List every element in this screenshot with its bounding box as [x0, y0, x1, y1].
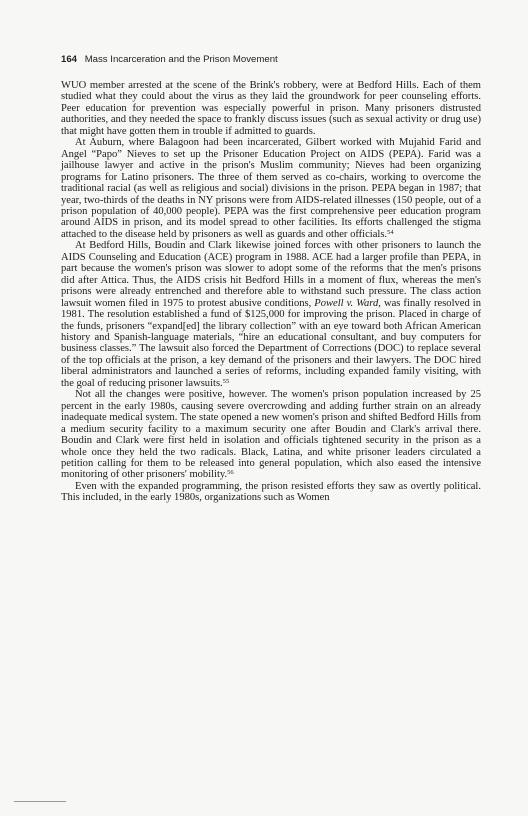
paragraph [61, 137, 481, 240]
paragraph-text: , was finally resolved in 1981. The resolution established a fund of $125,000 for improving the prison. Placed in charge of the funds, prisoners “expand[ed] the library collection” with an eye toward both African American history and Spanish-language materials, “hire an educational consultant, and buy computers for business classes.” The lawsuit also forced the Department of Corrections (DOC) to replace several of the top officials at the prison, a key demand of the prisoners and their lawyers. The DOC hired liberal administrators and launched a series of reforms, including expanded family visiting, with the goal of reducing prisoner lawsuits. [61, 297, 481, 389]
page-number: 164 [61, 54, 78, 65]
paragraph-text: Even with the expanded programming, the prison resisted efforts they saw as overtly political. This included, in the early 1980s, organizations such as Women [61, 480, 481, 504]
body-text [61, 80, 481, 504]
case-name: Powell v. Ward [314, 297, 379, 309]
paragraph-text: WUO member arrested at the scene of the Brink's robbery, were at Bedford Hills. Each of them studied what they could about the virus as they laid the groundwork for peer counseling efforts. Peer education for prevention was especially powerful in prison. Many prisoners distrusted authorities, and they needed the space to frankly discuss issues (such as sexual activity or drug use) that might have gotten them in trouble if admitted to guards. [61, 80, 481, 137]
paragraph [61, 481, 481, 504]
note-reference: 55 [222, 377, 230, 385]
paragraph [61, 80, 481, 137]
running-header [61, 54, 481, 65]
note-reference: 56 [227, 469, 234, 477]
footer-rule [14, 801, 66, 802]
paragraph-text: At Bedford Hills, Boudin and Clark likewise joined forces with other prisoners to launch the AIDS Counseling and Education (ACE) program in 1988. ACE had a larger profile than PEPA, in part because the women's prison was slower to adopt some of the reforms that the men's prisons did after Attica. Thus, the AIDS crisis hit Bedford Hills in a moment of flux, whereas the men's prisons were already entrenched and therefore able to withstand such pressure. The class action lawsuit women filed in 1975 to protest abusive conditions, [61, 240, 481, 309]
running-title: Mass Incarceration and the Prison Movement [84, 54, 278, 65]
paragraph-text: Not all the changes were positive, however. The women's prison population increased by 25 percent in the early 1980s, causing severe overcrowding and adding further strain on an already inadequate medical system. The state opened a new women's prison and shifted Bedford Hills from a medium security facility to a maximum security one after Boudin and Clark's arrival there. Boudin and Clark were first held in isolation and officials tightened security in the prison as a whole once they held the two radicals. Black, Latina, and white prisoner leaders circulated a petition calling for them to be released into general population, which also eased the intensive monitoring of other prisoners' mobility. [61, 389, 481, 481]
paragraph [61, 389, 481, 481]
paragraph-text: At Auburn, where Balagoon had been incarcerated, Gilbert worked with Mujahid Farid and Angel “Papo” Nieves to set up the Prisoner Education Project on AIDS (PEPA). Farid was a jailhouse lawyer and active in the prison's Muslim community; Nieves had been organizing programs for Latino prisoners. The three of them served as co-chairs, working to overcome the traditional racial (as well as religious and social) divisions in the prison. PEPA began in 1987; that year, two-thirds of the deaths in NY prisons were from AIDS-related illnesses (150 people, out of a prison population of 40,000 people). PEPA was the first comprehensive peer education program around AIDS in prison, and its model spread to other facilities. Its efforts challenged the stigma attached to the disease held by prisoners as well as guards and other officials. [61, 137, 481, 240]
note-reference: 54 [387, 228, 394, 236]
paragraph [61, 240, 481, 389]
